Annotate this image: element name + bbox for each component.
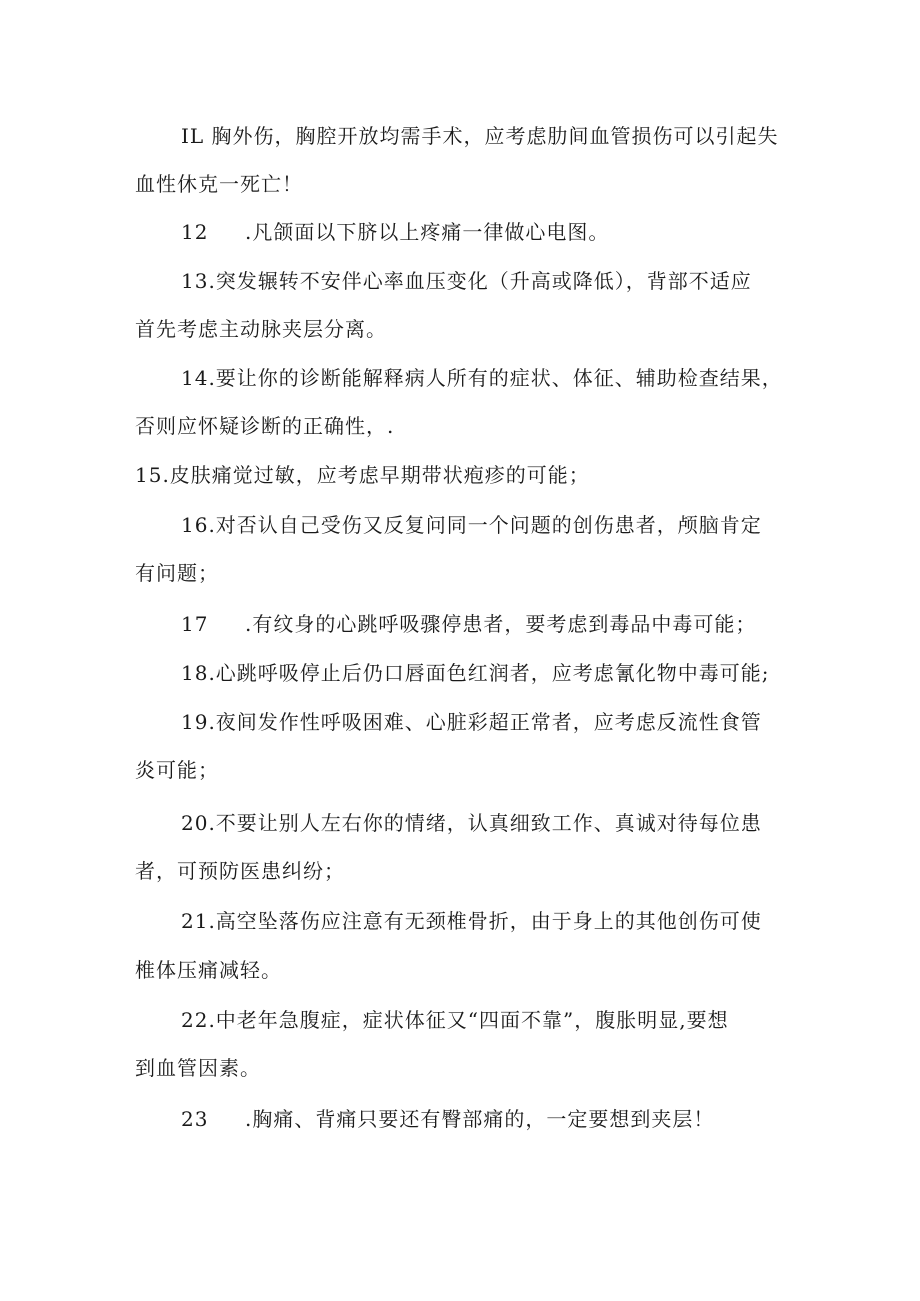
list-item-16: 16.对否认自己受伤又反复问同一个问题的创伤患者，颅脑肯定	[181, 513, 762, 537]
item-number: 19	[181, 710, 209, 734]
paragraph-line: 否则应怀疑诊断的正确性，.	[135, 414, 395, 438]
list-item-18: 18.心跳呼吸停止后仍口唇面色红润者，应考虑氰化物中毒可能;	[181, 661, 770, 685]
paragraph-line: 有问题；	[135, 561, 219, 585]
paragraph-line: 椎体压痛减轻。	[135, 958, 282, 982]
item-number: 12	[181, 220, 209, 244]
item-number: 13	[181, 269, 209, 293]
list-item-22: 22.中老年急腹症，症状体征又“四面不靠”，腹胀明显,要想	[181, 1008, 729, 1032]
list-item-20: 20.不要让别人左右你的情绪，认真细致工作、真诚对待每位患	[181, 811, 762, 835]
paragraph-line: 首先考虑主动脉夹层分离。	[135, 317, 387, 341]
item-number: 21	[181, 909, 209, 933]
paragraph-line: 者，可预防医患纠纷；	[135, 859, 345, 883]
item-number: 18	[181, 661, 209, 685]
item-number: 17	[181, 612, 209, 636]
item-number: 20	[181, 811, 209, 835]
list-item-23: 23 .胸痛、背痛只要还有臀部痛的，一定要想到夹层！	[181, 1107, 715, 1131]
list-item-21: 21.高空坠落伤应注意有无颈椎骨折，由于身上的其他创伤可使	[181, 909, 762, 933]
item-number: 22	[181, 1008, 209, 1032]
list-item-15: 15.皮肤痛觉过敏，应考虑早期带状疱疹的可能；	[135, 463, 590, 487]
list-item-13: 13.突发辗转不安伴心率血压变化（升高或降低），背部不适应	[181, 269, 752, 293]
paragraph-line: 到血管因素。	[135, 1056, 261, 1080]
paragraph-line: IL 胸外伤，胸腔开放均需手术，应考虑肋间血管损伤可以引起失	[181, 124, 779, 148]
item-number: 16	[181, 513, 209, 537]
item-number: 14	[181, 366, 209, 390]
paragraph-line: 血性休克一死亡！	[135, 172, 303, 196]
list-item-14: 14.要让你的诊断能解释病人所有的症状、体征、辅助检查结果，	[181, 366, 783, 390]
list-item-17: 17 .有纹身的心跳呼吸骤停患者，要考虑到毒品中毒可能；	[181, 612, 757, 636]
paragraph-line: 炎可能；	[135, 758, 219, 782]
list-item-19: 19.夜间发作性呼吸困难、心脏彩超正常者，应考虑反流性食管	[181, 710, 762, 734]
list-item-12: 12 .凡颌面以下脐以上疼痛一律做心电图。	[181, 220, 610, 244]
item-number: 23	[181, 1107, 209, 1131]
